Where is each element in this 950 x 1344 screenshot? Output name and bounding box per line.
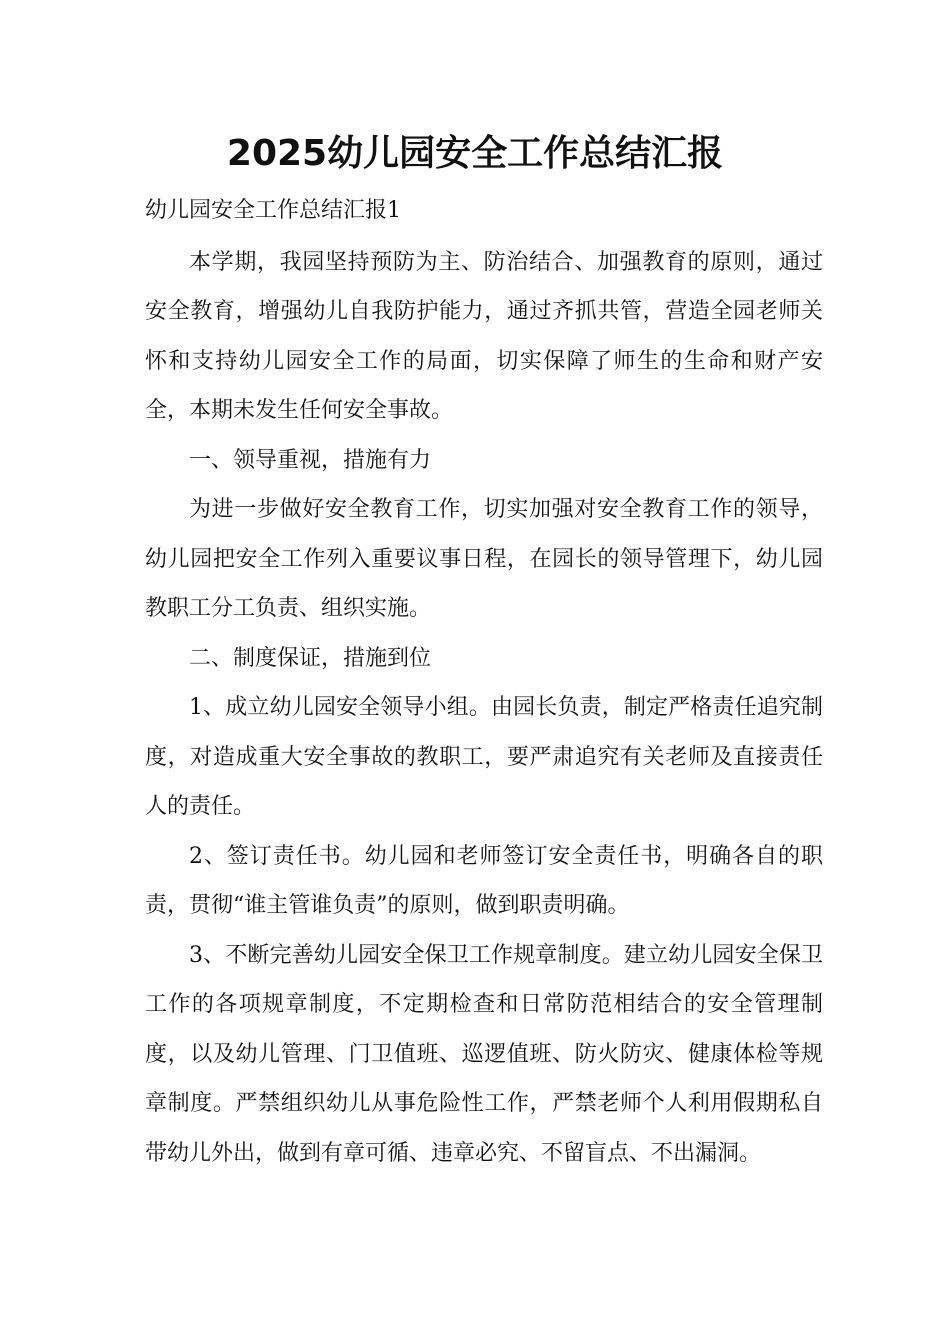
document-body xyxy=(145,186,823,1178)
section-heading-system: 二、制度保证，措施到位 xyxy=(189,645,432,671)
document-title: 2025幼儿园安全工作总结汇报 xyxy=(226,133,724,174)
paragraph-item-3: 3、不断完善幼儿园安全保卫工作规章制度。建立幼儿园安全保卫工作的各项规章制度，不定期检查和日常防范相结合的安全管理制度，以及幼儿管理、门卫值班、巡逻值班、防火防灾、健康体检等规章制度。严禁组织幼儿从事危险性工作，严禁老师个人利用假期私自带幼儿外出，做到有章可循、违章必究、不留盲点、不出漏洞。 xyxy=(145,942,823,1166)
section-heading-leadership: 一、领导重视，措施有力 xyxy=(189,447,432,473)
document-subtitle: 幼儿园安全工作总结汇报1 xyxy=(145,198,401,223)
paragraph-leadership: 为进一步做好安全教育工作，切实加强对安全教育工作的领导，幼儿园把安全工作列入重要议事日程，在园长的领导管理下，幼儿园教职工分工负责、组织实施。 xyxy=(145,497,823,621)
paragraph-intro: 本学期，我园坚持预防为主、防治结合、加强教育的原则，通过安全教育，增强幼儿自我防护能力，通过齐抓共管，营造全园老师关怀和支持幼儿园安全工作的局面，切实保障了师生的生命和财产安全，本期未发生任何安全事故。 xyxy=(145,249,823,423)
paragraph-item-2: 2、签订责任书。幼儿园和老师签订安全责任书，明确各自的职责，贯彻“谁主管谁负责”的原则，做到职责明确。 xyxy=(145,843,823,918)
paragraph-item-1: 1、成立幼儿园安全领导小组。由园长负责，制定严格责任追究制度，对造成重大安全事故的教职工，要严肃追究有关老师及直接责任人的责任。 xyxy=(145,695,823,819)
